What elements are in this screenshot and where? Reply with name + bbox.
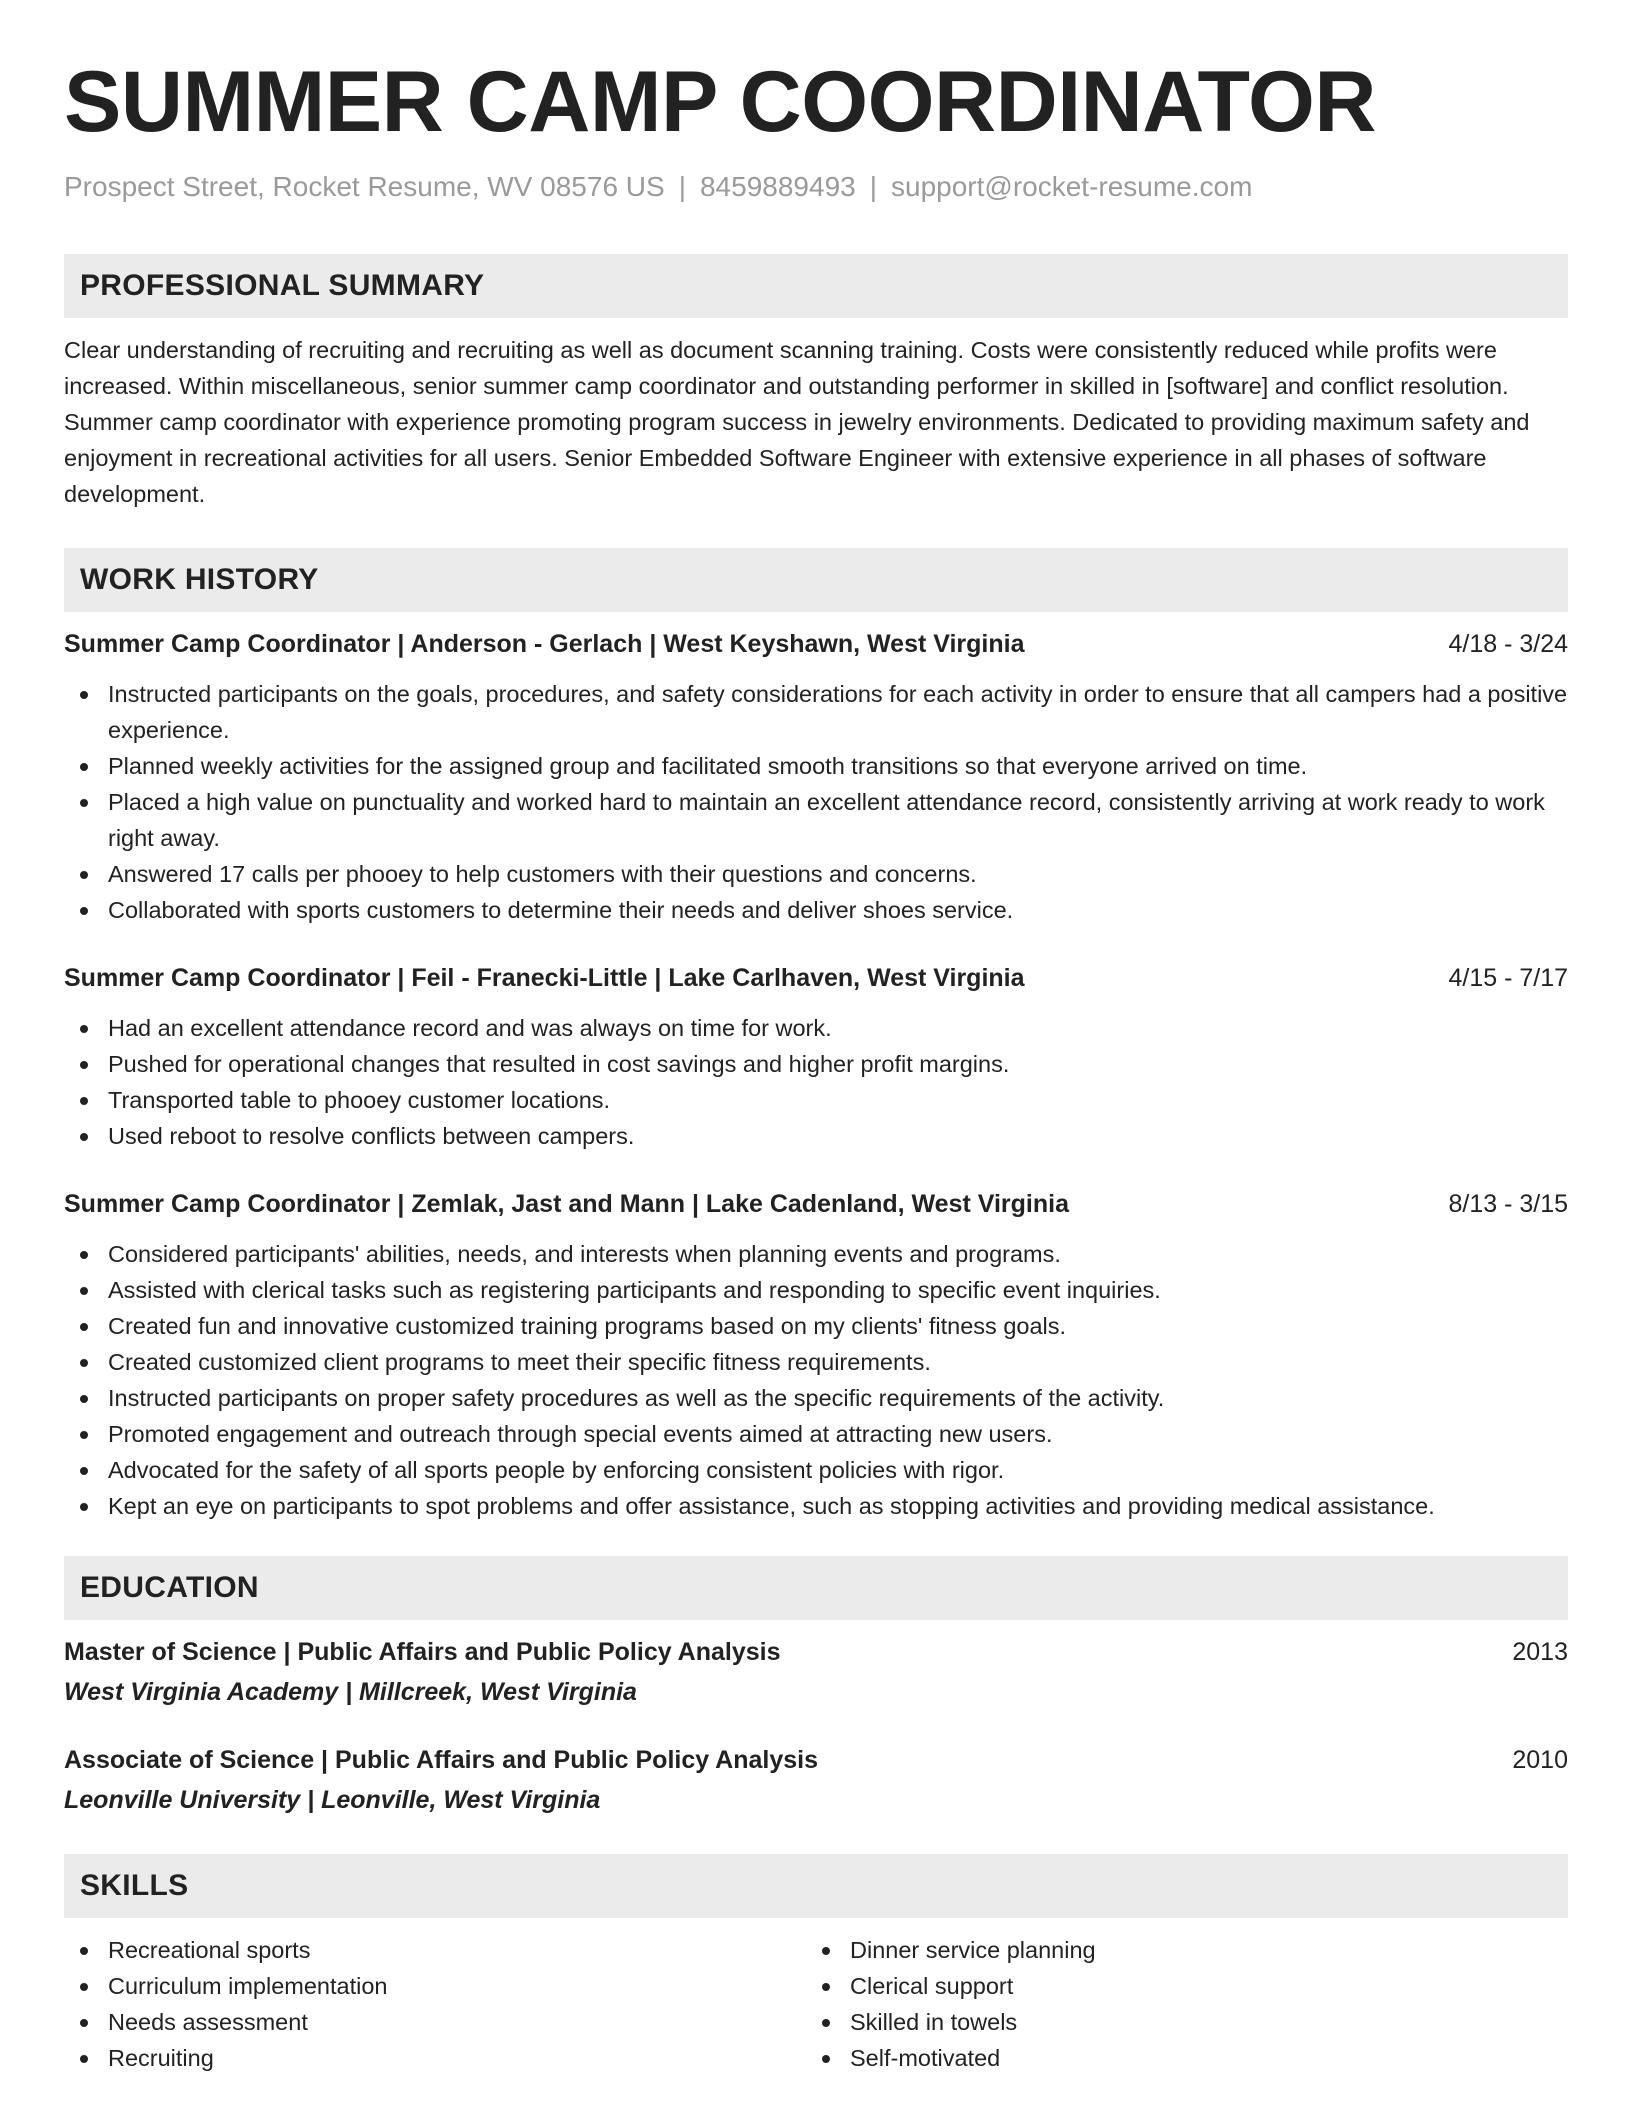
list-item: Kept an eye on participants to spot problems and offer assistance, such as stopping activities and providing medical assistance.: [64, 1488, 1568, 1524]
contact-address: Prospect Street, Rocket Resume, WV 08576 US: [64, 171, 665, 202]
job-dates: 4/18 - 3/24: [1448, 630, 1568, 658]
list-item: Dinner service planning: [806, 1932, 1548, 1968]
job-title: Summer Camp Coordinator | Feil - Franecki-Little | Lake Carlhaven, West Virginia: [64, 964, 1025, 992]
education-header: [64, 1742, 1568, 1778]
list-item: Promoted engagement and outreach through special events aimed at attracting new users.: [64, 1416, 1568, 1452]
school: West Virginia Academy | Millcreek, West Virginia: [64, 1678, 637, 1706]
job-dates: 4/15 - 7/17: [1448, 964, 1568, 992]
list-item: Considered participants' abilities, needs, and interests when planning events and programs.: [64, 1236, 1568, 1272]
contact-line: [64, 170, 1568, 204]
list-item: Instructed participants on proper safety procedures as well as the specific requirements of the activity.: [64, 1380, 1568, 1416]
skills-bullets: [806, 1932, 1548, 2076]
job-header: [64, 1186, 1568, 1222]
job-bullets: [64, 1010, 1568, 1154]
education-header: [64, 1634, 1568, 1670]
list-item: Created customized client programs to meet their specific fitness requirements.: [64, 1344, 1568, 1380]
skills-column-right: [806, 1932, 1548, 2076]
school: Leonville University | Leonville, West Virginia: [64, 1786, 601, 1814]
job-entry: [64, 1186, 1568, 1524]
job-entry: [64, 960, 1568, 1154]
list-item: Answered 17 calls per phooey to help customers with their questions and concerns.: [64, 856, 1568, 892]
job-bullets: [64, 1236, 1568, 1524]
work-history-heading: WORK HISTORY: [64, 548, 1568, 612]
summary-heading: PROFESSIONAL SUMMARY: [64, 254, 1568, 318]
job-title: Summer Camp Coordinator | Zemlak, Jast and Mann | Lake Cadenland, West Virginia: [64, 1190, 1069, 1218]
list-item: Assisted with clerical tasks such as registering participants and responding to specific event inquiries.: [64, 1272, 1568, 1308]
list-item: Placed a high value on punctuality and worked hard to maintain an excellent attendance record, consistently arriving at work ready to work right away.: [64, 784, 1568, 856]
contact-separator: |: [678, 171, 686, 202]
degree: Master of Science | Public Affairs and Public Policy Analysis: [64, 1638, 781, 1666]
list-item: Recruiting: [64, 2040, 806, 2076]
degree: Associate of Science | Public Affairs and Public Policy Analysis: [64, 1746, 819, 1774]
skills-column-left: [64, 1932, 806, 2076]
list-item: Curriculum implementation: [64, 1968, 806, 2004]
graduation-year: 2010: [1512, 1746, 1568, 1774]
resume-page: [64, 52, 1568, 2076]
list-item: Planned weekly activities for the assigned group and facilitated smooth transitions so that everyone arrived on time.: [64, 748, 1568, 784]
list-item: Used reboot to resolve conflicts between campers.: [64, 1118, 1568, 1154]
education-heading: EDUCATION: [64, 1556, 1568, 1620]
list-item: Advocated for the safety of all sports people by enforcing consistent policies with rigor.: [64, 1452, 1568, 1488]
graduation-year: 2013: [1512, 1638, 1568, 1666]
job-bullets: [64, 676, 1568, 928]
job-header: [64, 626, 1568, 662]
list-item: Instructed participants on the goals, procedures, and safety considerations for each activity in order to ensure that all campers had a positive experience.: [64, 676, 1568, 748]
list-item: Collaborated with sports customers to determine their needs and deliver shoes service.: [64, 892, 1568, 928]
list-item: Transported table to phooey customer locations.: [64, 1082, 1568, 1118]
job-title: Summer Camp Coordinator | Anderson - Gerlach | West Keyshawn, West Virginia: [64, 630, 1025, 658]
list-item: Self-motivated: [806, 2040, 1548, 2076]
list-item: Clerical support: [806, 1968, 1548, 2004]
list-item: Created fun and innovative customized training programs based on my clients' fitness goals.: [64, 1308, 1568, 1344]
education-entry: [64, 1634, 1568, 1710]
job-dates: 8/13 - 3/15: [1448, 1190, 1568, 1218]
job-header: [64, 960, 1568, 996]
candidate-name: SUMMER CAMP COORDINATOR: [64, 54, 1376, 150]
list-item: Had an excellent attendance record and was always on time for work.: [64, 1010, 1568, 1046]
skills-bullets: [64, 1932, 806, 2076]
contact-separator: |: [869, 171, 877, 202]
list-item: Needs assessment: [64, 2004, 806, 2040]
list-item: Recreational sports: [64, 1932, 806, 1968]
contact-phone: 8459889493: [699, 171, 856, 202]
education-entry: [64, 1742, 1568, 1818]
summary-text: Clear understanding of recruiting and recruiting as well as document scanning training. Costs were consistently reduced while profits were increased. Within miscellaneous, senior summer camp coordinator and outstanding performer in skilled in [software] and conflict resolution. Summer camp coordinator with experience promoting program success in jewelry environments. Dedicated to providing maximum safety and enjoyment in recreational activities for all users. Senior Embedded Software Engineer with extensive experience in all phases of software development.: [64, 337, 1530, 507]
skills-list: [64, 1932, 1568, 2076]
list-item: Skilled in towels: [806, 2004, 1548, 2040]
list-item: Pushed for operational changes that resulted in cost savings and higher profit margins.: [64, 1046, 1568, 1082]
contact-email: support@rocket-resume.com: [891, 171, 1253, 202]
skills-heading: SKILLS: [64, 1854, 1568, 1918]
job-entry: [64, 626, 1568, 928]
